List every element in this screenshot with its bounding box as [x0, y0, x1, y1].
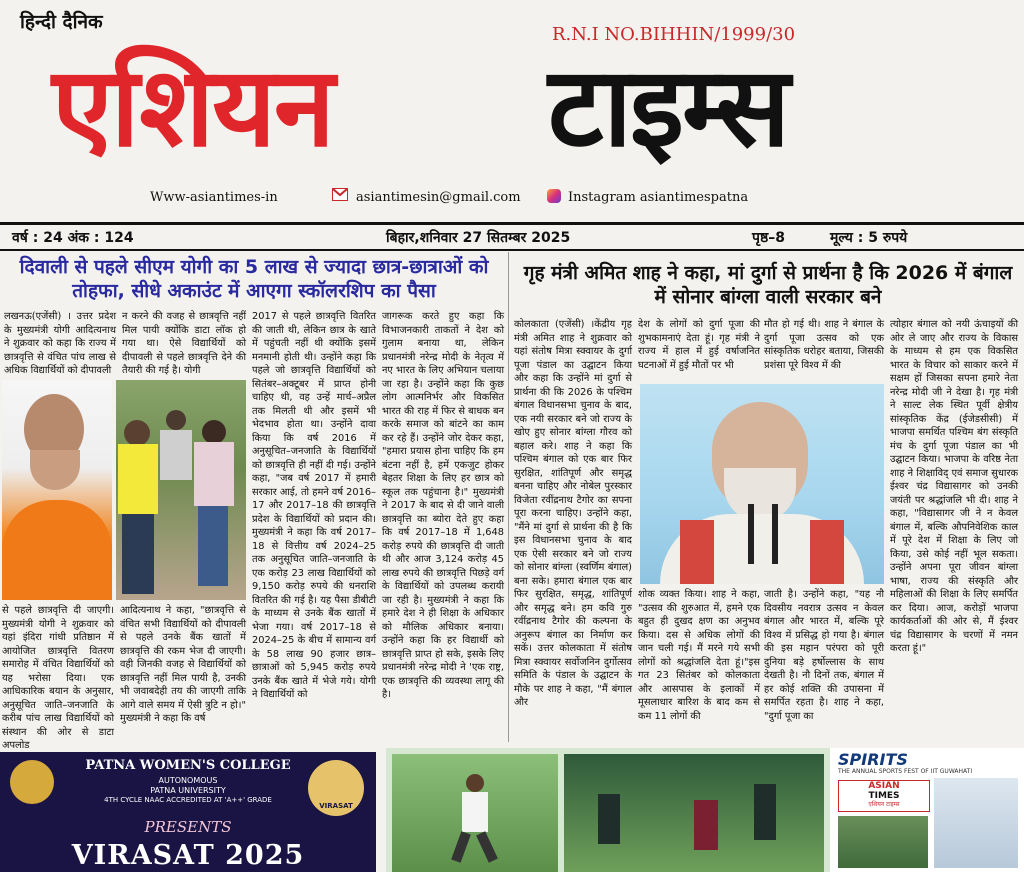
left-col2-bottom: आदित्यनाथ ने कहा, "छात्रवृत्ति से वंचित सभी विद्यार्थियों को दीपावली से पहले उनके बैंक खातों में छात्रवृत्ति की रकम भेज दी जाएगी। वही जिनकी वजह से विद्यार्थियों को छात्रवृत्ति नहीं मिल पायी है, उनकी भी जवाबदेही तय की जाएगी ताकि आगे वाले समय में ऐसी त्रुटि न हो।" मुख्यमंत्री ने कहा कि वर्ष: [120, 605, 246, 725]
story-divider: [508, 252, 509, 742]
dateline: बिहार,शनिवार 27 सितम्बर 2025: [386, 230, 571, 246]
photo-amit-shah: [640, 384, 884, 584]
virasat-badge-label: VIRASAT: [319, 802, 353, 810]
headline-left: दिवाली से पहले सीएम योगी का 5 लाख से ज्यादा छात्र-छात्राओं को तोहफा, सीधे अकाउंट में आएगा स्कॉलरशिप का पैसा: [19, 256, 489, 302]
left-col1-bottom: से पहले छात्रवृत्ति दी जाएगी। मुख्यमंत्री योगी ने शुक्रवार को यहां इंदिरा गांधी प्रतिष्ठान में आयोजित छात्रवृत्ति वितरण समारोह में वंचित विद्यार्थियों को यह भरोसा दिया। एक आधिकारिक बयान के अनुसार, अनुसूचित जाति–जनजाति के करीब पांच लाख विद्यार्थियों को संस्थान की ओर से डाटा अपलोड: [2, 605, 114, 752]
photo-yogi-adityanath: [2, 380, 112, 600]
ad-event-name: VIRASAT 2025: [71, 840, 305, 871]
right-col2-top: देश के लोगों को दुर्गा पूजा की शुभकामनाएं देता हूं। गृह मंत्री ने राज्य में हाल में हुई वर्षाजनित घटनाओं में हुई मौतों पर भी: [638, 319, 760, 371]
right-col3-top: मौत हो गई थी। शाह ने बंगाल के दुर्गा पूजा उत्सव को एक सांस्कृतिक धरोहर बताया, जिसकी प्रशंसा पूरे विश्व में की: [764, 319, 884, 371]
left-col2-top: न करने की वजह से छात्रवृत्ति नहीं मिल पायी क्योंकि डाटा लॉक हो गया था। ऐसे विद्यार्थियों को दीपावली से पहले छात्रवृत्ति देने की तैयारी की गई है। योगी: [122, 311, 246, 377]
ad-college-name: PATNA WOMEN'S COLLEGE: [85, 758, 291, 773]
headline-right: गृह मंत्री अमित शाह ने कहा, मां दुर्गा से प्रार्थना है कि 2026 में बंगाल में सोनार बांग्ला वाली सरकार बने: [523, 262, 1013, 308]
logo-hindi: एशियन टाइम्स: [868, 801, 900, 808]
right-col4: त्योहार बंगाल को नयी ऊंचाइयों की ओर ले जाए और राज्य के विकास के माध्यम से हम एक विकसित भारत के विचार को साकार करने में सक्षम हों जिसका सपना हमारे नेता नरेन्द्र मोदी जी ने देखा है। गृह मंत्री ने साल्ट लेक स्थित पूर्वी क्षेत्रीय सांस्कृतिक केंद्र (ईजेडसीसी) में भाजपा समर्थित पश्चिम बंग संस्कृति मंच के दुर्गा पूजा पंडाल का भी उद्घाटन किया। भाजपा के वरिष्ठ नेता शाह ने शिक्षाविद् एवं समाज सुधारक ईश्वर चंद्र विद्यासागर को उनकी जयंती पर श्रद्धांजलि भी दी। शाह ने कहा, "विद्यासागर जी ने न केवल बंगाल में, बल्कि औपनिवेशिक काल में पूरे देश में शिक्षा के लिए जो किया, उसे कोई नहीं भूल सकता। उन्होंने अपना पूरा जीवन बांग्ला भाषा, राज्य की संस्कृति और महिलाओं की शिक्षा के लिए समर्पित कर दिया। आज, करोड़ों भाजपा कार्यकर्ताओं की ओर से, मैं ईश्वर चंद्र विद्यासागर के चरणों में नमन करता हूं।": [890, 319, 1018, 655]
ad-naac: 4TH CYCLE NAAC ACCREDITED AT 'A++' GRADE: [104, 796, 272, 804]
page-number: पृष्ठ–8: [752, 230, 785, 246]
email-text: asiantimesin@gmail.com: [356, 190, 521, 205]
sports-photo-3: [838, 816, 928, 868]
rni-number: R.N.I NO.BIHHIN/1999/30: [552, 24, 796, 45]
sports-photo-1: [392, 754, 558, 872]
ad-patna-womens-college: [0, 752, 376, 872]
ad-university: PATNA UNIVERSITY: [150, 786, 226, 795]
college-crest-icon: [10, 760, 54, 804]
price: मूल्य : 5 रुपये: [830, 230, 908, 246]
asian-times-logo: [838, 780, 930, 812]
ad-presents: PRESENTS: [144, 818, 232, 836]
left-col1-top: लखनऊ(एजेंसी) । उत्तर प्रदेश के मुख्यमंत्री योगी आदित्यनाथ ने शुक्रवार को कहा कि राज्य में छात्रवृत्ति से वंचित पांच लाख से अधिक विद्यार्थियों को दीपावली: [4, 311, 116, 377]
right-col3-bottom: जाती है। उन्होंने कहा, "यह नौ दिवसीय नवरात्र उत्सव न केवल बंगाल और भारत में, बल्कि पूरे विश्व में प्रसिद्ध हो गया है। बंगाल की इस महान परंपरा को पूरी दुनिया बड़े हर्षोल्लास के साथ देखती है। नौ दिनों तक, बंगाल में हर कोई शक्ति की उपासना में समर्पित रहता है। शाह ने कहा, "दुर्गा पूजा का: [764, 589, 884, 722]
sports-fest-brand: SPIRITS: [838, 750, 908, 769]
volume-issue: वर्ष : 24 अंक : 124: [12, 230, 134, 246]
right-col2-bottom: शोक व्यक्त किया। शाह ने कहा, "उत्सव की शुरुआत में, हमने एक बहुत ही दुखद क्षण का अनुभव किया। दस से अधिक लोगों की जान चली गई। मैं मरने गये सभी लोगों को श्रद्धांजलि देता हूं।"इस गत 23 सितंबर को कोलकाता और आसपास के इलाकों में मूसलाधार बारिश के बाद कम से कम 11 लोगों की: [638, 589, 760, 722]
sports-fest-subtitle: THE ANNUAL SPORTS FEST OF IIT GUWAHATI: [838, 768, 973, 775]
website-text: Www-asiantimes-in: [150, 190, 278, 205]
instagram-icon: [547, 189, 561, 203]
masthead-name-black: टाइम्स: [548, 43, 789, 171]
logo-asian: ASIAN: [868, 781, 900, 791]
instagram-handle: Instagram asiantimespatna: [568, 190, 749, 205]
masthead-name-red: एशियन: [52, 43, 333, 171]
left-col4: जागरूक करते हुए कहा कि विभाजनकारी ताकतों ने देश को गुलाम बनाया था, लेकिन प्रधानमंत्री नरेन्द्र मोदी के नेतृत्व में नए भारत के लिए अभियान चलाया जा रहा है। उन्होंने कहा कि कुछ लोग आत्मनिर्भर और विकसित भारत की राह में फिर से बाधक बन करके समाज को बांटने का काम कर रहे हैं। उन्होंने जोर देकर कहा, "हमारा प्रयास होना चाहिए कि हम बंटना नहीं है, हमें एकजुट होकर बेहतर शिक्षा के लिए हर छात्र को स्कूल तक पहुंचाना है।" मुख्यमंत्री ने 2017 के बाद से दी जाने वाली छात्रवृत्ति का ब्योरा देते हुए कहा कि वर्ष 2017–18 में 1,648 करोड़ रुपये की छात्रवृत्ति दी जाती थी और आज 3,124 करोड़ 45 लाख रुपये की छात्रवृत्ति पिछड़े वर्ग के विद्यार्थियों को उपलब्ध करायी जा रही है। मुख्यमंत्री ने कहा कि हमारे देश ने ही शिक्षा के अधिकार को मौलिक अधिकार बनाया। उन्होंने कहा कि हर विद्यार्थी को छात्रवृत्ति प्राप्त हो सके, इसके लिए प्रधानमंत्री नरेन्द्र मोदी ने 'एक राष्ट्र, एक छात्रवृत्ति की व्यवस्था लागू की है।: [382, 311, 504, 701]
logo-times: TIMES: [868, 791, 900, 801]
sports-fest-panel: [830, 748, 1024, 872]
mail-icon: [332, 188, 348, 201]
right-col1: कोलकाता (एजेंसी) ।केंद्रीय गृह मंत्री अमित शाह ने शुक्रवार को यहां संतोष मित्रा स्क्वायर के दुर्गा पूजा पंडाल का उद्घाटन किया और कहा कि उन्होंने मां दुर्गा से प्रार्थना की कि 2026 के पश्चिम बंगाल विधानसभा चुनाव के बाद, एक नयी सरकार बने जो राज्य के खोए हुए सोनार बांग्ला गौरव को बहाल करे। शाह ने कहा कि पश्चिम बंगाल को एक बार फिर सुरक्षित, शांतिपूर्ण और समृद्ध बनना चाहिए और नोबेल पुरस्कार विजेता रवींद्रनाथ टैगोर का सपना पूरा करना चाहिए। उन्होंने कहा, "मैंने मां दुर्गा से प्रार्थना की है कि इस विधानसभा चुनाव के बाद एक ऐसी सरकार बने जो राज्य को सोनार बांग्ला (स्वर्णिम बंगाल) बना सके। हमारा बंगाल एक बार फिर सुरक्षित, समृद्ध, शांतिपूर्ण और समृद्ध बने। हम कवि गुरु रवींद्रनाथ टैगोर की कल्पना के अनुरूप बंगाल का निर्माण कर सकें। उत्तर कोलकाता में संतोष मित्रा स्क्वायर सर्वोजनिन दुर्गोत्सव समिति के पंडाल के उद्घाटन के मौके पर शाह ने कहा, "मैं बंगाल और: [514, 319, 632, 709]
ad-spirits-sports-fest: [386, 748, 1024, 872]
photo-students: [116, 380, 246, 600]
newspaper-pretitle: हिन्दी दैनिक: [20, 11, 103, 33]
left-col3: 2017 से पहले छात्रवृत्ति वितरित की जाती थी, लेकिन छात्र के खाते में पहुंचती नहीं थी क्योंकि इसमें मनमानी होती थी। उन्होंने कहा कि पहले जो छात्रवृत्ति विद्यार्थियों को सितंबर–अक्टूबर में प्राप्त होनी चाहिए थी, वह उन्हें मार्च–अप्रैल तक मिलती थी और इसमें भी भेदभाव होता था। उन्होंने दावा किया कि वर्ष 2016 में अनुसूचित–जनजाति के विद्यार्थियों को छात्रवृत्ति ही नहीं दी गई। उन्होंने कहा, "जब वर्ष 2017 में हमारी सरकार आई, तो हमने वर्ष 2016–17 और 2017–18 की छात्रवृत्ति प्रदेश के विद्यार्थियों को प्रदान की। मुख्यमंत्री ने कहा कि वर्ष 2017–18 से वित्तीय वर्ष 2024–25 तक अनुसूचित जाति–जनजाति के एक करोड़ 23 लाख विद्यार्थियों को 9,150 करोड़ रुपये की धनराशि वितरित की गई है। यह पैसा डीबीटी के माध्यम से उनके बैंक खातों में भेजा गया। वर्ष 2017–18 से 2024–25 के बीच में सामान्य वर्ग के 58 लाख 90 हजार छात्र–छात्राओं को 5,945 करोड़ रुपये उनके बैंक खाते में भेजे गये। योगी ने विद्यार्थियों को: [252, 311, 376, 701]
basketball-photo: [934, 778, 1018, 868]
sports-photo-2: [564, 754, 824, 872]
issue-info-bar: [0, 222, 1024, 251]
ad-autonomous: AUTONOMOUS: [158, 776, 218, 785]
